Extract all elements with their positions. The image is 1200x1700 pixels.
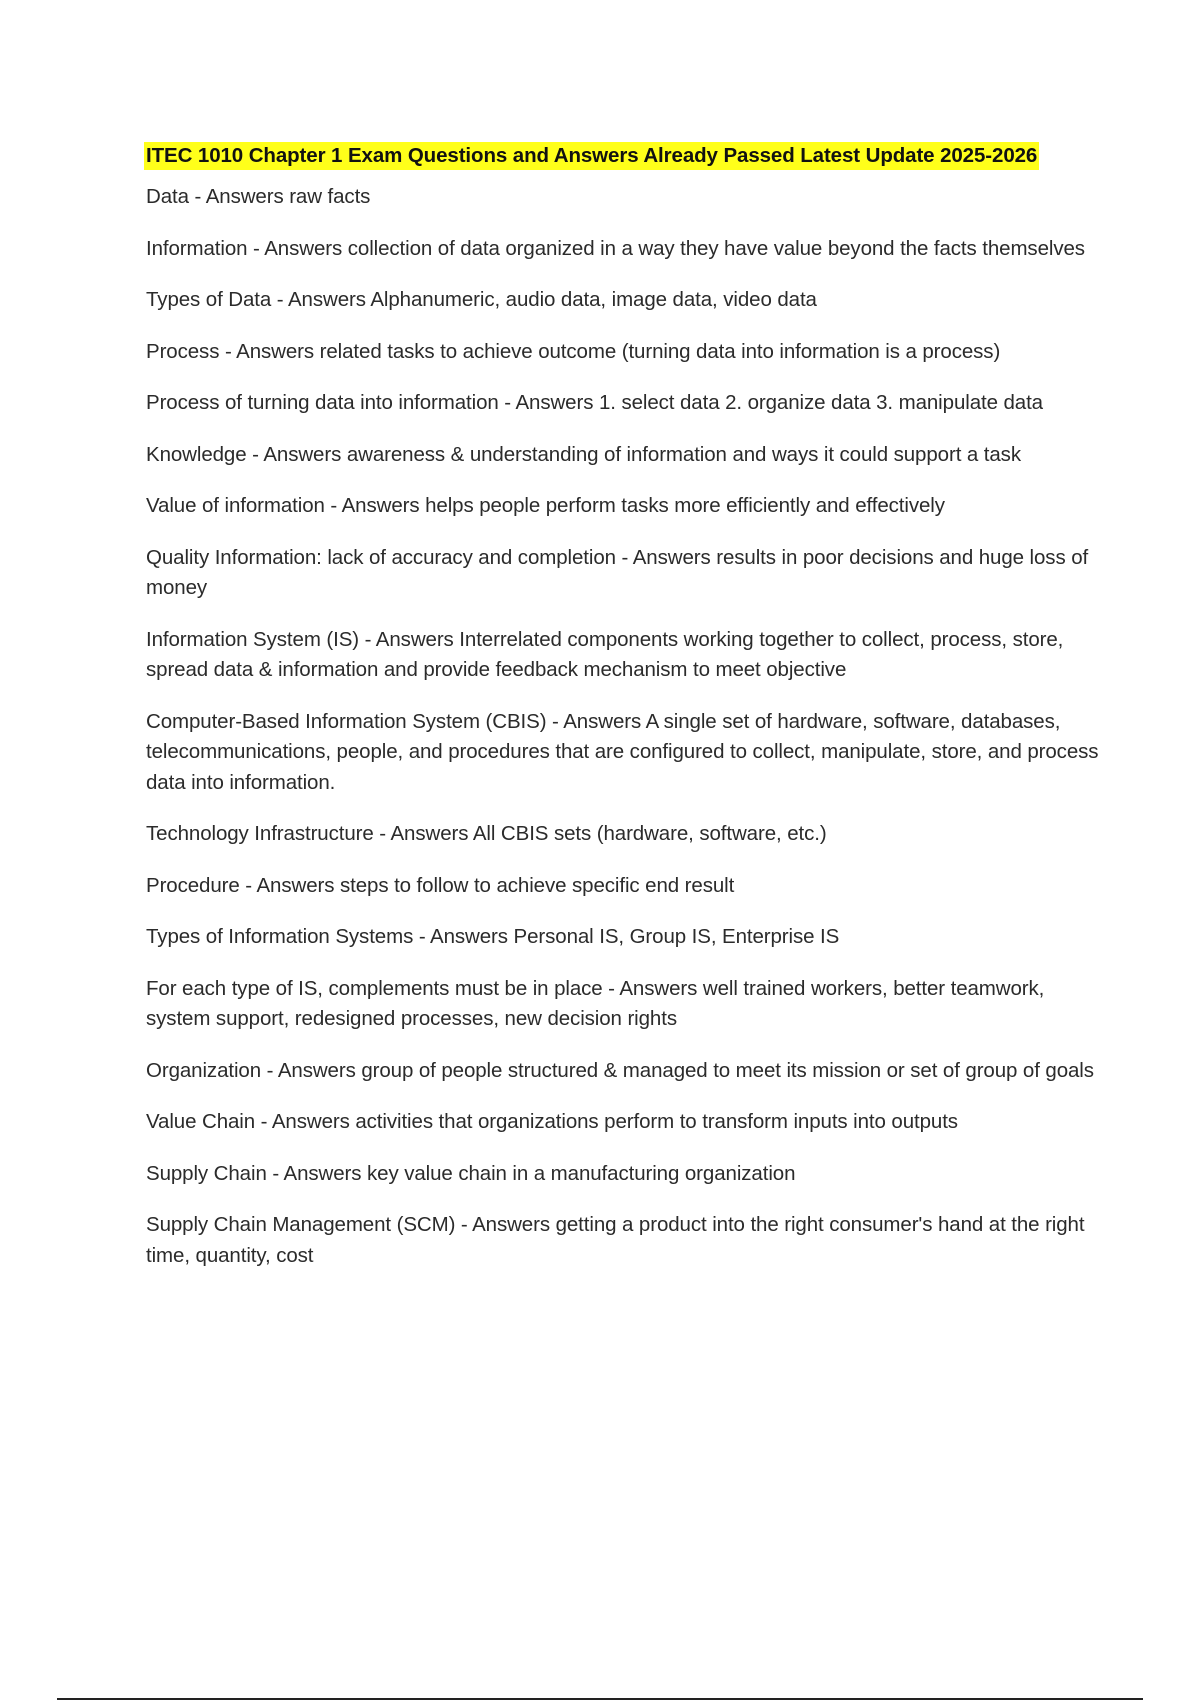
qa-item-procedure: Procedure - Answers steps to follow to achieve specific end result [146,873,735,897]
qa-item-cbis: Computer-Based Information System (CBIS) - Answers A single set of hardware, software, databases, telecommunications, people, and procedures that are configured to collect, manipulate, store, and process data into information. [146,709,1099,794]
qa-item-organization: Organization - Answers group of people structured & managed to meet its mission or set of group of goals [146,1058,1094,1082]
qa-item-process: Process - Answers related tasks to achieve outcome (turning data into information is a process) [146,339,1001,363]
qa-item-process-of-turning-data: Process of turning data into information - Answers 1. select data 2. organize data 3. manipulate data [146,391,1043,414]
qa-item-technology-infrastructure: Technology Infrastructure - Answers All CBIS sets (hardware, software, etc.) [146,822,827,845]
qa-item-supply-chain: Supply Chain - Answers key value chain in a manufacturing organization [146,1161,796,1185]
qa-item-knowledge: Knowledge - Answers awareness & understanding of information and ways it could support a task [146,442,1021,466]
qa-item-value-of-information: Value of information - Answers helps people perform tasks more efficiently and effectively [146,494,945,517]
qa-item-supply-chain-management: Supply Chain Management (SCM) - Answers getting a product into the right consumer's hand at the right time, quantity, cost [146,1213,1085,1267]
document-page [146,142,1106,1292]
qa-item-types-of-information-systems: Types of Information Systems - Answers Personal IS, Group IS, Enterprise IS [146,925,840,948]
qa-item-information: Information - Answers collection of data organized in a way they have value beyond the facts themselves [146,236,1085,260]
qa-item-information-system: Information System (IS) - Answers Interrelated components working together to collect, process, store, spread data & information and provide feedback mechanism to meet objective [146,627,1064,681]
qa-item-complements: For each type of IS, complements must be in place - Answers well trained workers, better teamwork, system support, redesigned processes, new decision rights [146,976,1045,1030]
qa-item-quality-information: Quality Information: lack of accuracy and completion - Answers results in poor decisions and huge loss of money [146,545,1089,599]
qa-item-data: Data - Answers raw facts [146,185,371,208]
qa-list [146,182,1106,1271]
qa-item-types-of-data: Types of Data - Answers Alphanumeric, audio data, image data, video data [146,288,817,311]
document-title: ITEC 1010 Chapter 1 Exam Questions and Answers Already Passed Latest Update 2025-2026 [144,142,1039,170]
qa-item-value-chain: Value Chain - Answers activities that organizations perform to transform inputs into outputs [146,1110,958,1133]
